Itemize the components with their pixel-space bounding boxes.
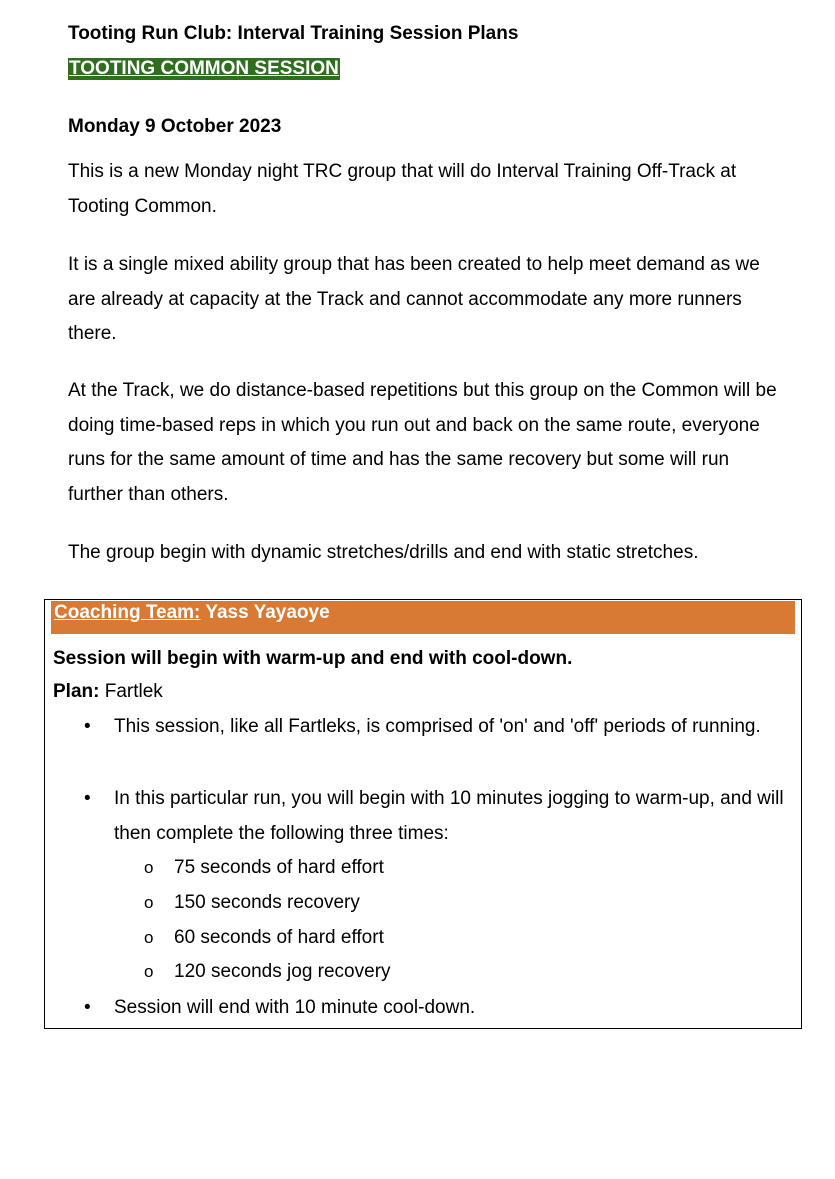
sub-list-item: 150 seconds recovery xyxy=(174,892,360,913)
session-content xyxy=(44,0,802,1179)
session-badge: TOOTING COMMON SESSION xyxy=(69,58,339,79)
bullet-glyph: • xyxy=(84,997,91,1018)
sub-list-item: 120 seconds jog recovery xyxy=(174,961,391,982)
coaching-team-label: Coaching Team: xyxy=(54,602,201,623)
document-title: Tooting Run Club: Interval Training Session Plans xyxy=(68,23,519,44)
sub-bullet-glyph: o xyxy=(144,928,154,947)
plan-line xyxy=(53,680,163,704)
coach-name: Yass Yayaoye xyxy=(205,602,330,623)
plan-label: Plan: xyxy=(53,681,100,702)
sub-list-item: 60 seconds of hard effort xyxy=(174,927,384,948)
bullet-glyph: • xyxy=(84,788,91,809)
intro-paragraph-1: This is a new Monday night TRC group that will do Interval Training Off-Track at Tooting Common. xyxy=(68,161,737,217)
sub-list-item: 75 seconds of hard effort xyxy=(174,857,384,878)
sub-bullet-glyph: o xyxy=(144,858,154,877)
list-item: Session will end with 10 minute cool-down. xyxy=(114,997,476,1018)
session-date: Monday 9 October 2023 xyxy=(68,116,282,137)
sub-bullet-glyph: o xyxy=(144,893,154,912)
list-item: In this particular run, you will begin with 10 minutes jogging to warm-up, and will then complete the following three times: xyxy=(114,788,784,844)
bullet-glyph: • xyxy=(84,716,91,737)
intro-paragraph-3: At the Track, we do distance-based repetitions but this group on the Common will be doing time-based reps in which you run out and back on the same route, everyone runs for the same amount of time and has the same recovery but some will run further than others. xyxy=(68,380,777,505)
intro-paragraph-4: The group begin with dynamic stretches/drills and end with static stretches. xyxy=(68,542,699,563)
intro-paragraph-2: It is a single mixed ability group that has been created to help meet demand as we are already at capacity at the Track and cannot accommodate any more runners there. xyxy=(68,254,760,344)
plan-value: Fartlek xyxy=(104,681,163,702)
sub-bullet-glyph: o xyxy=(144,962,154,981)
session-intro-line: Session will begin with warm-up and end with cool-down. xyxy=(53,648,573,669)
list-item: This session, like all Fartleks, is comprised of 'on' and 'off' periods of running. xyxy=(114,716,761,737)
